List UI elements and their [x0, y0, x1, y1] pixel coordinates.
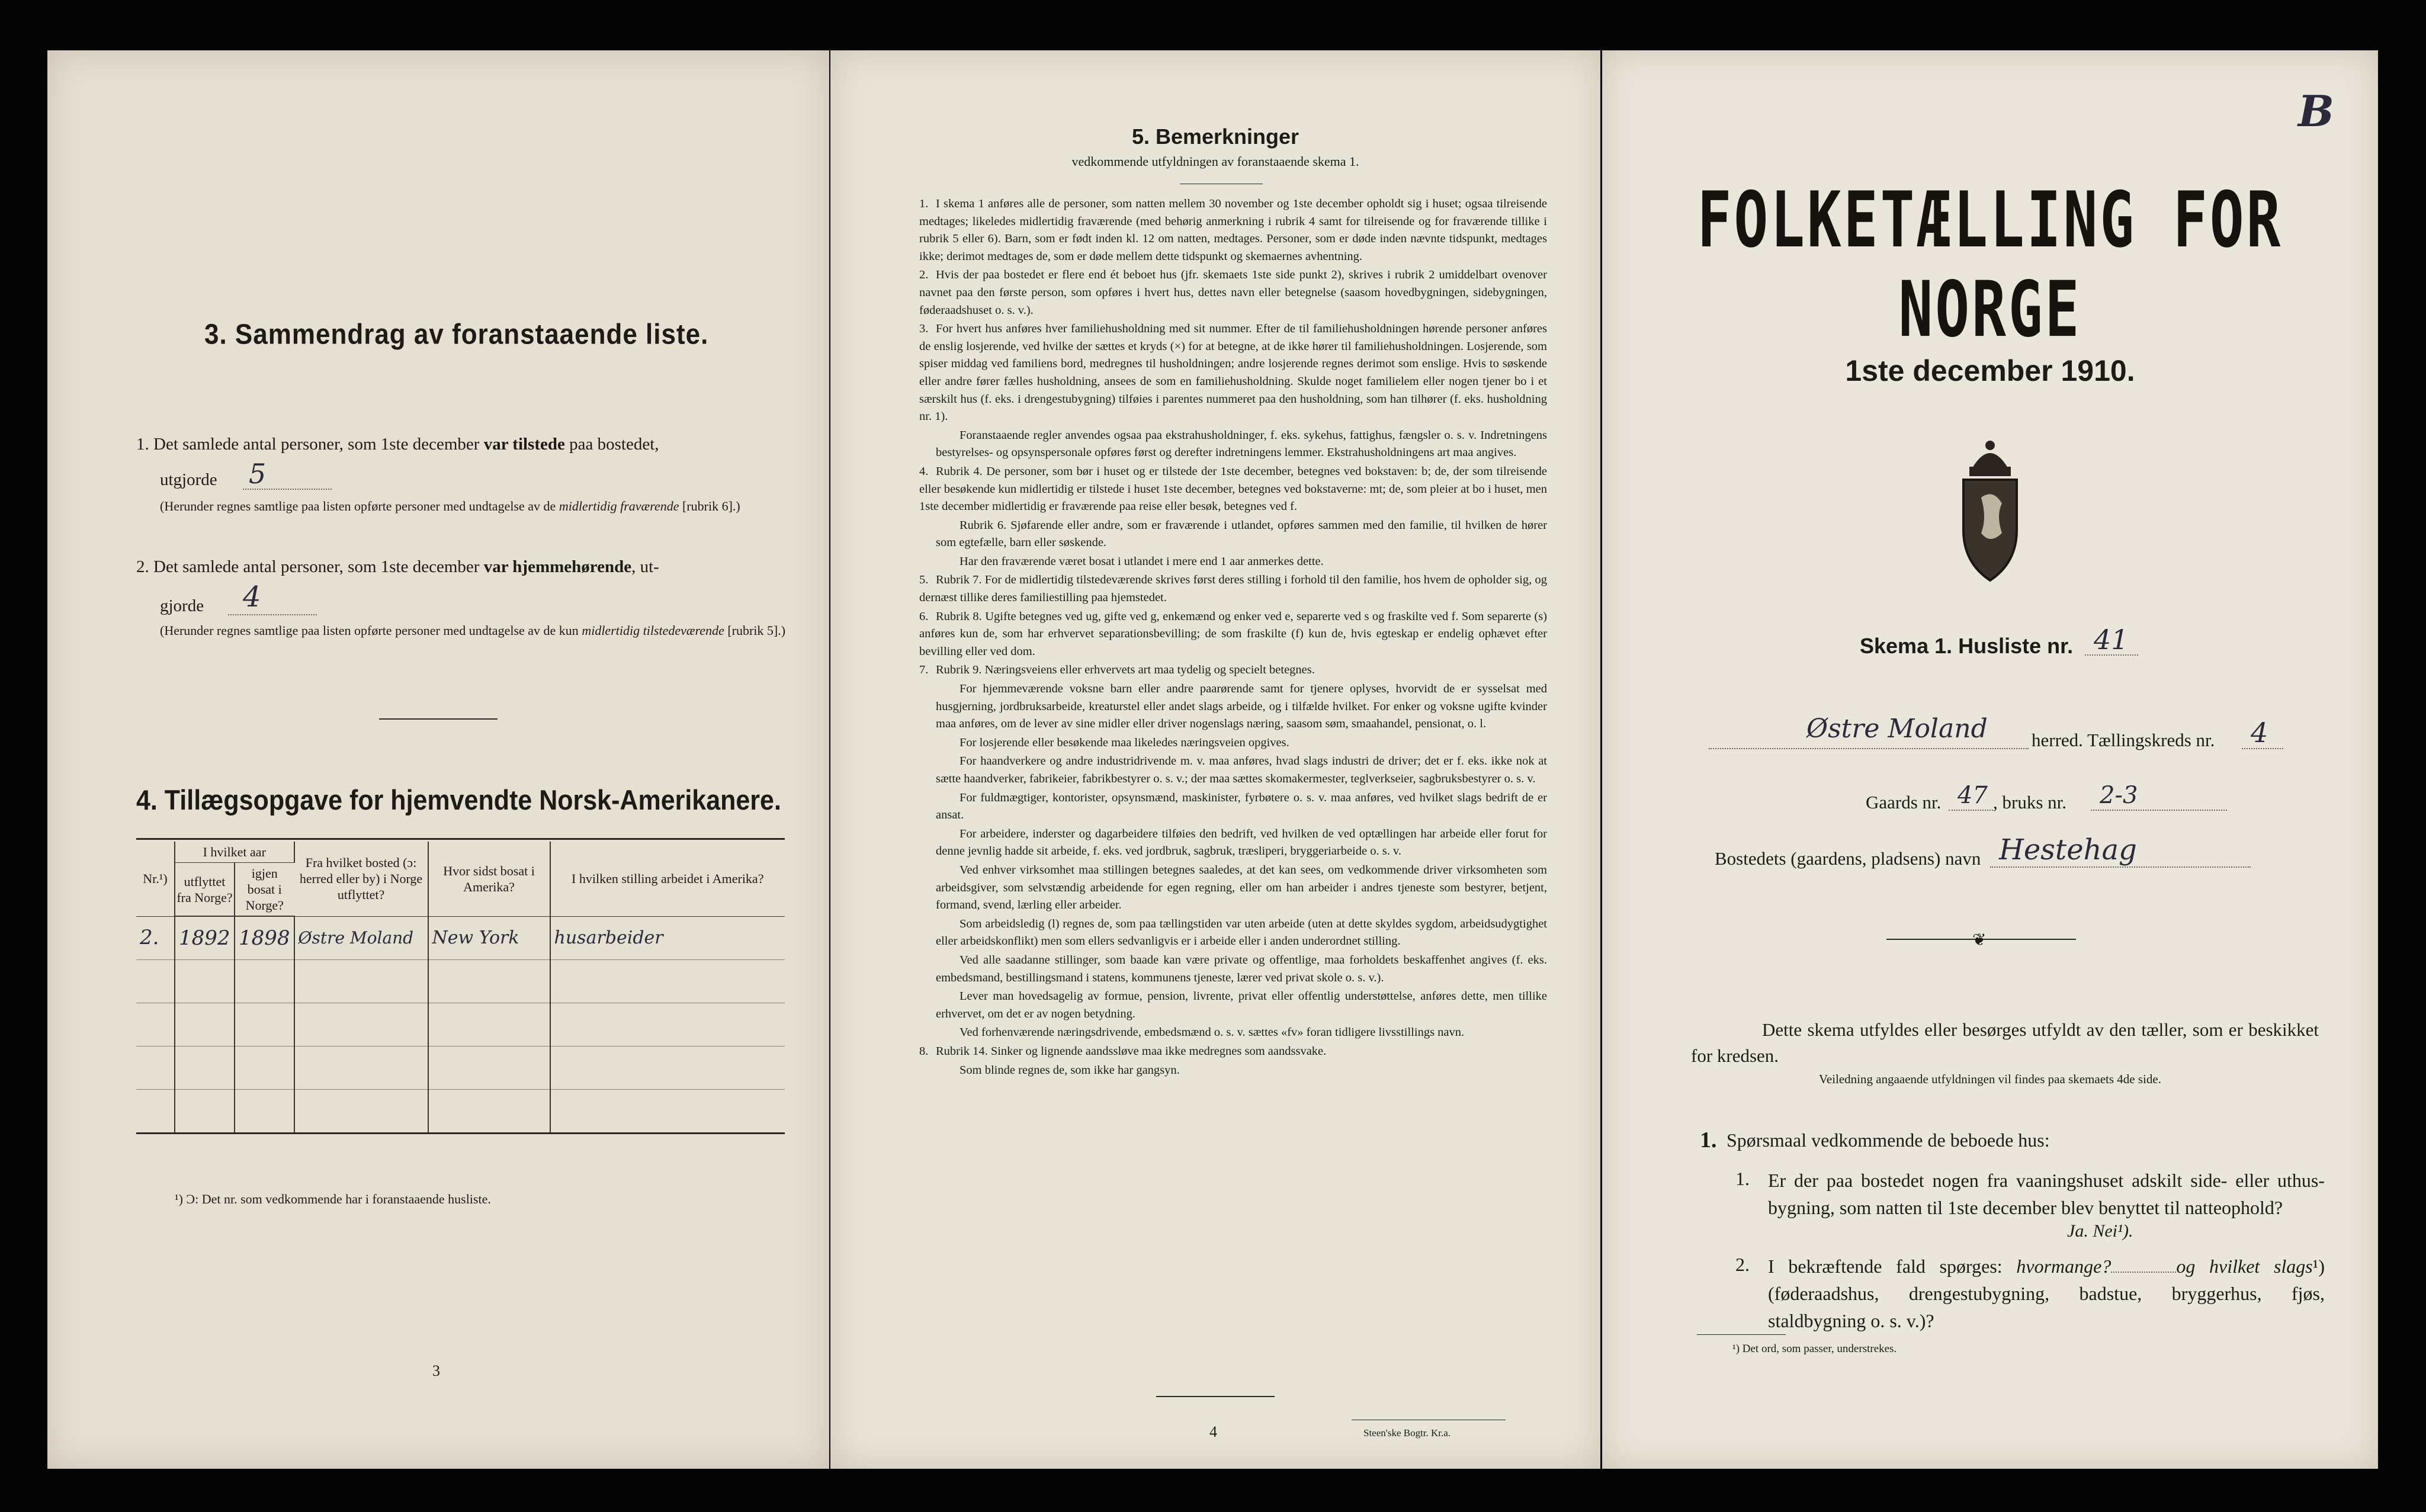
remark-text: Rubrik 14. Sinker og lignende aandssløve maa ikke medregnes som aandssvake.: [936, 1044, 1327, 1058]
skema-label: Skema 1. Husliste nr.: [1860, 634, 2074, 658]
remark-text: Foranstaaende regler anvendes ogsaa paa ekstrahusholdninger, f. eks. sykehus, fattighus, fængsler o. s. v. Indretningens bestyrelses- og opsynspersonale opføres først og derefter indretningens lemmer. Ekstrahusholdningens art maa angives.: [936, 428, 1547, 460]
item2-note: [160, 622, 788, 640]
cell-empty: [550, 1046, 785, 1090]
cell-empty: [136, 1090, 175, 1134]
cell-empty: [175, 1003, 235, 1046]
printer-credit: Steen'ske Bogtr. Kr.a.: [1363, 1427, 1451, 1439]
remark-text: For fuldmægtiger, kontorister, opsynsmænd, maskinister, fyrbøtere o. s. v. maa anføres, ved hvilket slags bedrift de er ansat.: [936, 791, 1547, 822]
cell-nr: 2.: [136, 916, 175, 960]
page-left: [47, 50, 829, 1469]
questions-heading: Spørsmaal vedkommende de beboede hus:: [1727, 1129, 2050, 1151]
remark-num: 5.: [919, 573, 929, 587]
ornament-icon: ❦: [1972, 931, 1987, 949]
cell-empty: [235, 1003, 294, 1046]
q2-text: [1768, 1253, 2325, 1334]
kreds-dotline: [2242, 748, 2283, 749]
item2-bold: var hjemmehørende: [483, 557, 632, 576]
cell-empty: [175, 1046, 235, 1090]
cell-empty: [428, 1046, 550, 1090]
remark-num: 2.: [919, 268, 929, 282]
gaards-value: 47: [1958, 782, 1988, 809]
q2-num: 2.: [1735, 1254, 1750, 1275]
item1-utgjorde: utgjorde: [160, 470, 217, 489]
cell-empty: [428, 960, 550, 1003]
remark-item: [919, 680, 1547, 733]
intro-guidance: Veiledning angaaende utfyldningen vil findes paa skemaets 4de side.: [1819, 1072, 2161, 1086]
cell-empty: [175, 1090, 235, 1134]
cell-empty: [294, 1003, 428, 1046]
table-row: [136, 1003, 785, 1046]
item2-note-a: (Herunder regnes samtlige paa listen opførte personer med undtagelse av de kun: [160, 623, 582, 638]
remark-item: [919, 553, 1547, 571]
remark-item: [919, 988, 1547, 1023]
remark-item: [919, 427, 1547, 462]
item2-text-end: , ut-: [631, 557, 659, 576]
item1-note: [160, 497, 788, 515]
header-utflyttet: utflyttet fra Norge?: [175, 863, 235, 917]
q1-text: Er der paa bostedet nogen fra vaaningshuset adskilt side- eller uthus-bygning, som natten til 1ste december blev benyttet til natteophold?: [1768, 1170, 2325, 1218]
item1-text-end: paa bostedet,: [564, 435, 659, 454]
remark-text: For hvert hus anføres hver familiehusholdning med sit nummer. Efter de til familiehusholdningen hørende personer anføres de enslig losjerende, ved hvilke der sættes et kryds (×) for at betegne, at de ikke hører til familiehusholdningen. Losjerende, som spiser middag ved familiens bord, medregnes til husholdningen; andre losjerende regnes derimot som enslige. Hvis to søskende eller andre fører fælles husholdning, ansees de som en familiehusholdning. Skulde noget familielem eller nogen tjener bo i et særskilt hus (f. eks. i drengestubygning) tilføies i parentes nummeret paa den husholdning, som han tilhører (f. eks. husholdning nr. 1).: [919, 322, 1547, 423]
gaards-label: Gaards nr.: [1866, 792, 1942, 813]
remark-item: [919, 1043, 1547, 1061]
remark-item: [919, 463, 1547, 516]
q1-answer: Ja. Nei¹).: [2067, 1221, 2133, 1241]
cell-empty: [428, 1003, 550, 1046]
husliste-nr: 41: [2094, 624, 2129, 656]
remark-text: Ved enhver virksomhet maa stillingen betegnes saaledes, at det kan sees, om vedkommende driver virksomheten som arbeidsgiver, som selvstændig arbeidende for egen regning, eller om han arbeider i andres tjeneste som bestyrer, betjent, formand, svend, lærling eller arbeider.: [936, 863, 1547, 912]
item2-text: 2. Det samlede antal personer, som 1ste december: [136, 557, 484, 576]
remark-text: I skema 1 anføres alle de personer, som natten mellem 30 november og 1ste december opholdt sig i huset; ogsaa tilreisende medtages; likeledes midlertidig fraværende (med behørig anmerkning i rubrik 4 samt for tilreisende og for fraværende tillike i rubrik 5 eller 6). Barn, som er født inden kl. 12 om natten, medtages. Personer, som er døde inden nævnte tidspunkt, medtages ikke; derimot medtages de, som er døde mellem dette tidspunkt og skemaernes avhentning.: [919, 197, 1547, 263]
cell-empty: [136, 960, 175, 1003]
remark-text: Ved alle saadanne stillinger, som baade kan være private og offentlige, maa forholdets beskaffenhet angives (f. eks. embedsmand, bestillingsmand i statens, kommunens tjeneste, lærer ved privat skole o. s. v.).: [936, 953, 1547, 984]
cell-fra: Østre Moland: [294, 916, 428, 960]
remark-item: [919, 916, 1547, 951]
bottom-rule: [1156, 1396, 1275, 1397]
cell-empty: [235, 960, 294, 1003]
remark-item: [919, 195, 1547, 265]
cell-empty: [294, 960, 428, 1003]
intro-text: Dette skema utfyldes eller besørges utfyldt av den tæller, som er beskikket for kredsen.: [1691, 1019, 2319, 1066]
item1-note-a: (Herunder regnes samtlige paa listen opførte personer med undtagelse av de: [160, 499, 559, 513]
table-row: [136, 1046, 785, 1090]
cell-hvor: New York: [428, 916, 550, 960]
cell-empty: [550, 1003, 785, 1046]
section4-footnote: ¹) Ɔ: Det nr. som vedkommende har i foranstaaende husliste.: [175, 1192, 491, 1206]
section-divider: [379, 718, 498, 720]
footnote-rule: [1697, 1334, 1786, 1335]
remarks-subtitle: vedkommende utfyldningen av foranstaaende skema 1.: [1071, 154, 1359, 169]
item1-value: 5: [249, 458, 267, 490]
remark-item: [919, 862, 1547, 914]
bosted-value: Hestehag: [1999, 833, 2137, 866]
census-title: FOLKETÆLLING FOR NORGE: [1697, 175, 2283, 355]
item1-bold: var tilstede: [483, 435, 565, 454]
q2-text-b: ¹) (føderaadshus, drengestubygning, badstue, bryggerhus, fjøs, staldbygning o. s. v.)?: [1768, 1256, 2325, 1331]
q2-hvormange: hvormange?: [2016, 1256, 2111, 1277]
remark-text: Rubrik 9. Næringsveiens eller erhvervets art maa tydelig og specielt betegnes.: [936, 663, 1315, 677]
remark-text: Som blinde regnes de, som ikke har gangsyn.: [960, 1063, 1180, 1077]
norsk-amerikanere-table: [136, 842, 785, 1134]
item1-dotline: [243, 489, 332, 490]
census-date: 1ste december 1910.: [1845, 354, 2135, 387]
remark-item: [919, 952, 1547, 987]
remark-text: Har den fraværende været bosat i utlandet i mere end 1 aar anmerkes dette.: [960, 554, 1324, 568]
corner-mark: B: [2298, 86, 2334, 136]
remark-text: For losjerende eller besøkende maa likeledes næringsveien opgives.: [960, 736, 1289, 749]
table-row: [136, 916, 785, 960]
section4-title: 4. Tillægsopgave for hjemvendte Norsk-Amerikanere.: [136, 785, 781, 816]
remark-num: 7.: [919, 663, 929, 677]
remark-text: Lever man hovedsagelig av formue, pension, livrente, privat eller offentlig understøttelse, anføres dette, men tillike erhvervet, om det er av nogen betydning.: [936, 990, 1547, 1020]
remark-text: Rubrik 8. Ugifte betegnes ved ug, gifte ved g, enkemænd og enker ved e, separerte ved s og fraskilte ved f. Som separerte (s) anføres kun de, som har erhvervet separationsbevilling; de som fraskilte (f) kun de, hvis egteskap er endelig ophævet efter bevilling eller ved dom.: [919, 609, 1547, 658]
remark-num: 1.: [919, 197, 929, 210]
page-middle: [830, 50, 1600, 1469]
remark-num: 4.: [919, 464, 929, 478]
remark-item: [919, 517, 1547, 552]
cell-empty: [235, 1090, 294, 1134]
cell-empty: [550, 960, 785, 1003]
remark-text: Som arbeidsledig (l) regnes de, som paa tællingstiden var uten arbeide (uten at dette skyldes sygdom, arbeidsudygtighet eller arbeidskonflikt) men som ellers sedvanligvis er i arbeide eller i anden underordnet stilling.: [936, 917, 1547, 948]
remark-item: [919, 662, 1547, 679]
cell-empty: [175, 960, 235, 1003]
section3-item2: [136, 555, 788, 579]
table-top-rule: [136, 838, 785, 840]
remark-item: [919, 1024, 1547, 1042]
cell-empty: [294, 1090, 428, 1134]
bosted-label: Bostedets (gaardens, pladsens) navn: [1715, 848, 1981, 869]
page-number-3: 3: [432, 1362, 440, 1379]
remark-item: [919, 572, 1547, 606]
cell-empty: [428, 1090, 550, 1134]
remark-item: [919, 734, 1547, 752]
bosted-dotline: [1990, 866, 2251, 868]
q2-text-a: I bekræftende fald spørges:: [1768, 1256, 2017, 1277]
remark-num: 6.: [919, 609, 929, 623]
q2-dotline: [2111, 1272, 2176, 1273]
gaards-dotline: [1949, 810, 1993, 811]
husliste-dotline: [2085, 654, 2138, 656]
remark-item: [919, 608, 1547, 661]
cell-igjen: 1898: [235, 916, 294, 960]
herred-label: herred. Tællingskreds nr.: [2032, 730, 2215, 750]
remark-item: [919, 753, 1547, 788]
q1-num: 1.: [1735, 1168, 1750, 1189]
section3-title: 3. Sammendrag av foranstaaende liste.: [204, 318, 709, 351]
cell-empty: [136, 1046, 175, 1090]
page-number-4: 4: [1209, 1423, 1217, 1440]
remark-item: [919, 267, 1547, 319]
item1-text: 1. Det samlede antal personer, som 1ste december: [136, 435, 484, 454]
herred-value: Østre Moland: [1806, 714, 1988, 744]
remark-text: Rubrik 7. For de midlertidig tilstedeværende skrives først deres stilling i forhold til den familie, hos hvem de opholder sig, og dernæst tillike deres familiestilling paa hjemstedet.: [919, 573, 1547, 605]
cell-empty: [550, 1090, 785, 1134]
cell-stilling: husarbeider: [550, 916, 785, 960]
remark-text: For haandverkere og andre industridrivende m. v. maa anføres, hvad slags industri de driver; det er f. eks. ikke nok at sætte haandverker, fabrikeier, fabrikbestyrer o. s. v.; der maa sættes skomakermester, teglverkseier, sagbruksbestyrer o. s. v.: [936, 755, 1547, 785]
header-hvilket-aar: I hvilket aar: [175, 842, 294, 863]
item2-utgjorde: gjorde: [160, 596, 204, 615]
remark-text: Hvis der paa bostedet er flere end ét beboet hus (jfr. skemaets 1ste side punkt 2), skrives i rubrik 2 umiddelbart ovenover navnet paa den første person, som opføres i hvert hus, dettes navn eller betegnelse (saasom hovedbygningen, sidebygningen, føderaadshuset o. s. v.).: [919, 268, 1547, 317]
right-footnote: ¹) Det ord, som passer, understrekes.: [1732, 1343, 1897, 1355]
header-igjen-bosat: igjen bosat i Norge?: [235, 863, 294, 917]
remark-num: 3.: [919, 322, 929, 336]
item1-note-ital: midlertidig fraværende: [559, 499, 679, 513]
header-fra-bosted: Fra hvilket bosted (ɔ: herred eller by) i Norge utflyttet?: [294, 842, 428, 916]
remark-text: For hjemmeværende voksne barn eller andre paarørende samt for tjenere oplyses, hvorvidt de er sysselsat med husgjerning, jordbruksarbeide, kreaturstel eller andet slags arbeide, og i tilfælde hvilket. For enker og voksne ugifte kvinder maa anføres, om de lever av sine midler eller driver nogenslags næring, saasom søm, smaahandel, pensionat, o. l.: [936, 682, 1547, 731]
remark-item: [919, 320, 1547, 426]
table-row: [136, 960, 785, 1003]
remark-item: [919, 1062, 1547, 1080]
questions-num: 1.: [1700, 1128, 1717, 1153]
remark-text: Rubrik 6. Sjøfarende eller andre, som er fraværende i utlandet, opføres sammen med den familie, til hvilken de hører som egtefælle, barn eller søskende.: [936, 518, 1547, 550]
item2-dotline: [228, 614, 317, 615]
item1-note-b: [rubrik 6].): [679, 499, 740, 513]
coat-of-arms-icon: [1946, 432, 2034, 586]
item2-note-ital: midlertidig tilstedeværende: [582, 623, 724, 638]
remark-text: Ved forhenværende næringsdrivende, embedsmænd o. s. v. sættes «fv» foran tidligere livsstillings navn.: [960, 1026, 1465, 1039]
herred-dotline: [1709, 748, 2029, 749]
kreds-value: 4: [2251, 717, 2268, 749]
remark-item: [919, 789, 1547, 824]
bruks-value: 2-3: [2100, 782, 2138, 809]
bruks-label: , bruks nr.: [1993, 792, 2066, 813]
header-nr: Nr.¹): [136, 842, 175, 916]
cell-empty: [136, 1003, 175, 1046]
remark-num: 8.: [919, 1044, 929, 1058]
section3-item1: [136, 432, 788, 456]
cell-utflyttet: 1892: [175, 916, 235, 960]
header-hvor-sidst: Hvor sidst bosat i Amerika?: [428, 842, 550, 916]
item2-note-b: [rubrik 5].): [724, 623, 786, 638]
cell-empty: [235, 1046, 294, 1090]
remarks-title: 5. Bemerkninger: [1131, 124, 1299, 149]
bruks-dotline: [2091, 810, 2227, 811]
remarks-list: [919, 195, 1547, 1080]
cell-empty: [294, 1046, 428, 1090]
header-stilling: I hvilken stilling arbeidet i Amerika?: [550, 842, 785, 916]
remark-text: For arbeidere, inderster og dagarbeidere tilføies den bedrift, ved hvilken de ved optællingen har arbeide eller forut for denne jevnlig hadde sit arbeide, f. eks. ved jordbruk, sagbruk, træsliperi, bryggeriarbeide o. s. v.: [936, 827, 1547, 858]
item2-value: 4: [243, 580, 261, 614]
page-right: [1602, 50, 2378, 1469]
remark-item: [919, 826, 1547, 861]
table-row: [136, 1090, 785, 1134]
q2-hvilket-slags: og hvilket slags: [2176, 1256, 2313, 1277]
remark-text: Rubrik 4. De personer, som bør i huset og er tilstede der 1ste december, betegnes ved bokstaven: b; de, der som tilreisende eller besøkende kun midlertidig er tilstede i huset 1ste december, betegnes ved bokstaverne: mt; de, som pleier at bo i huset, men 1ste december midlertidig er fraværende paa reise eller besøk, betegnes ved f.: [919, 464, 1547, 513]
